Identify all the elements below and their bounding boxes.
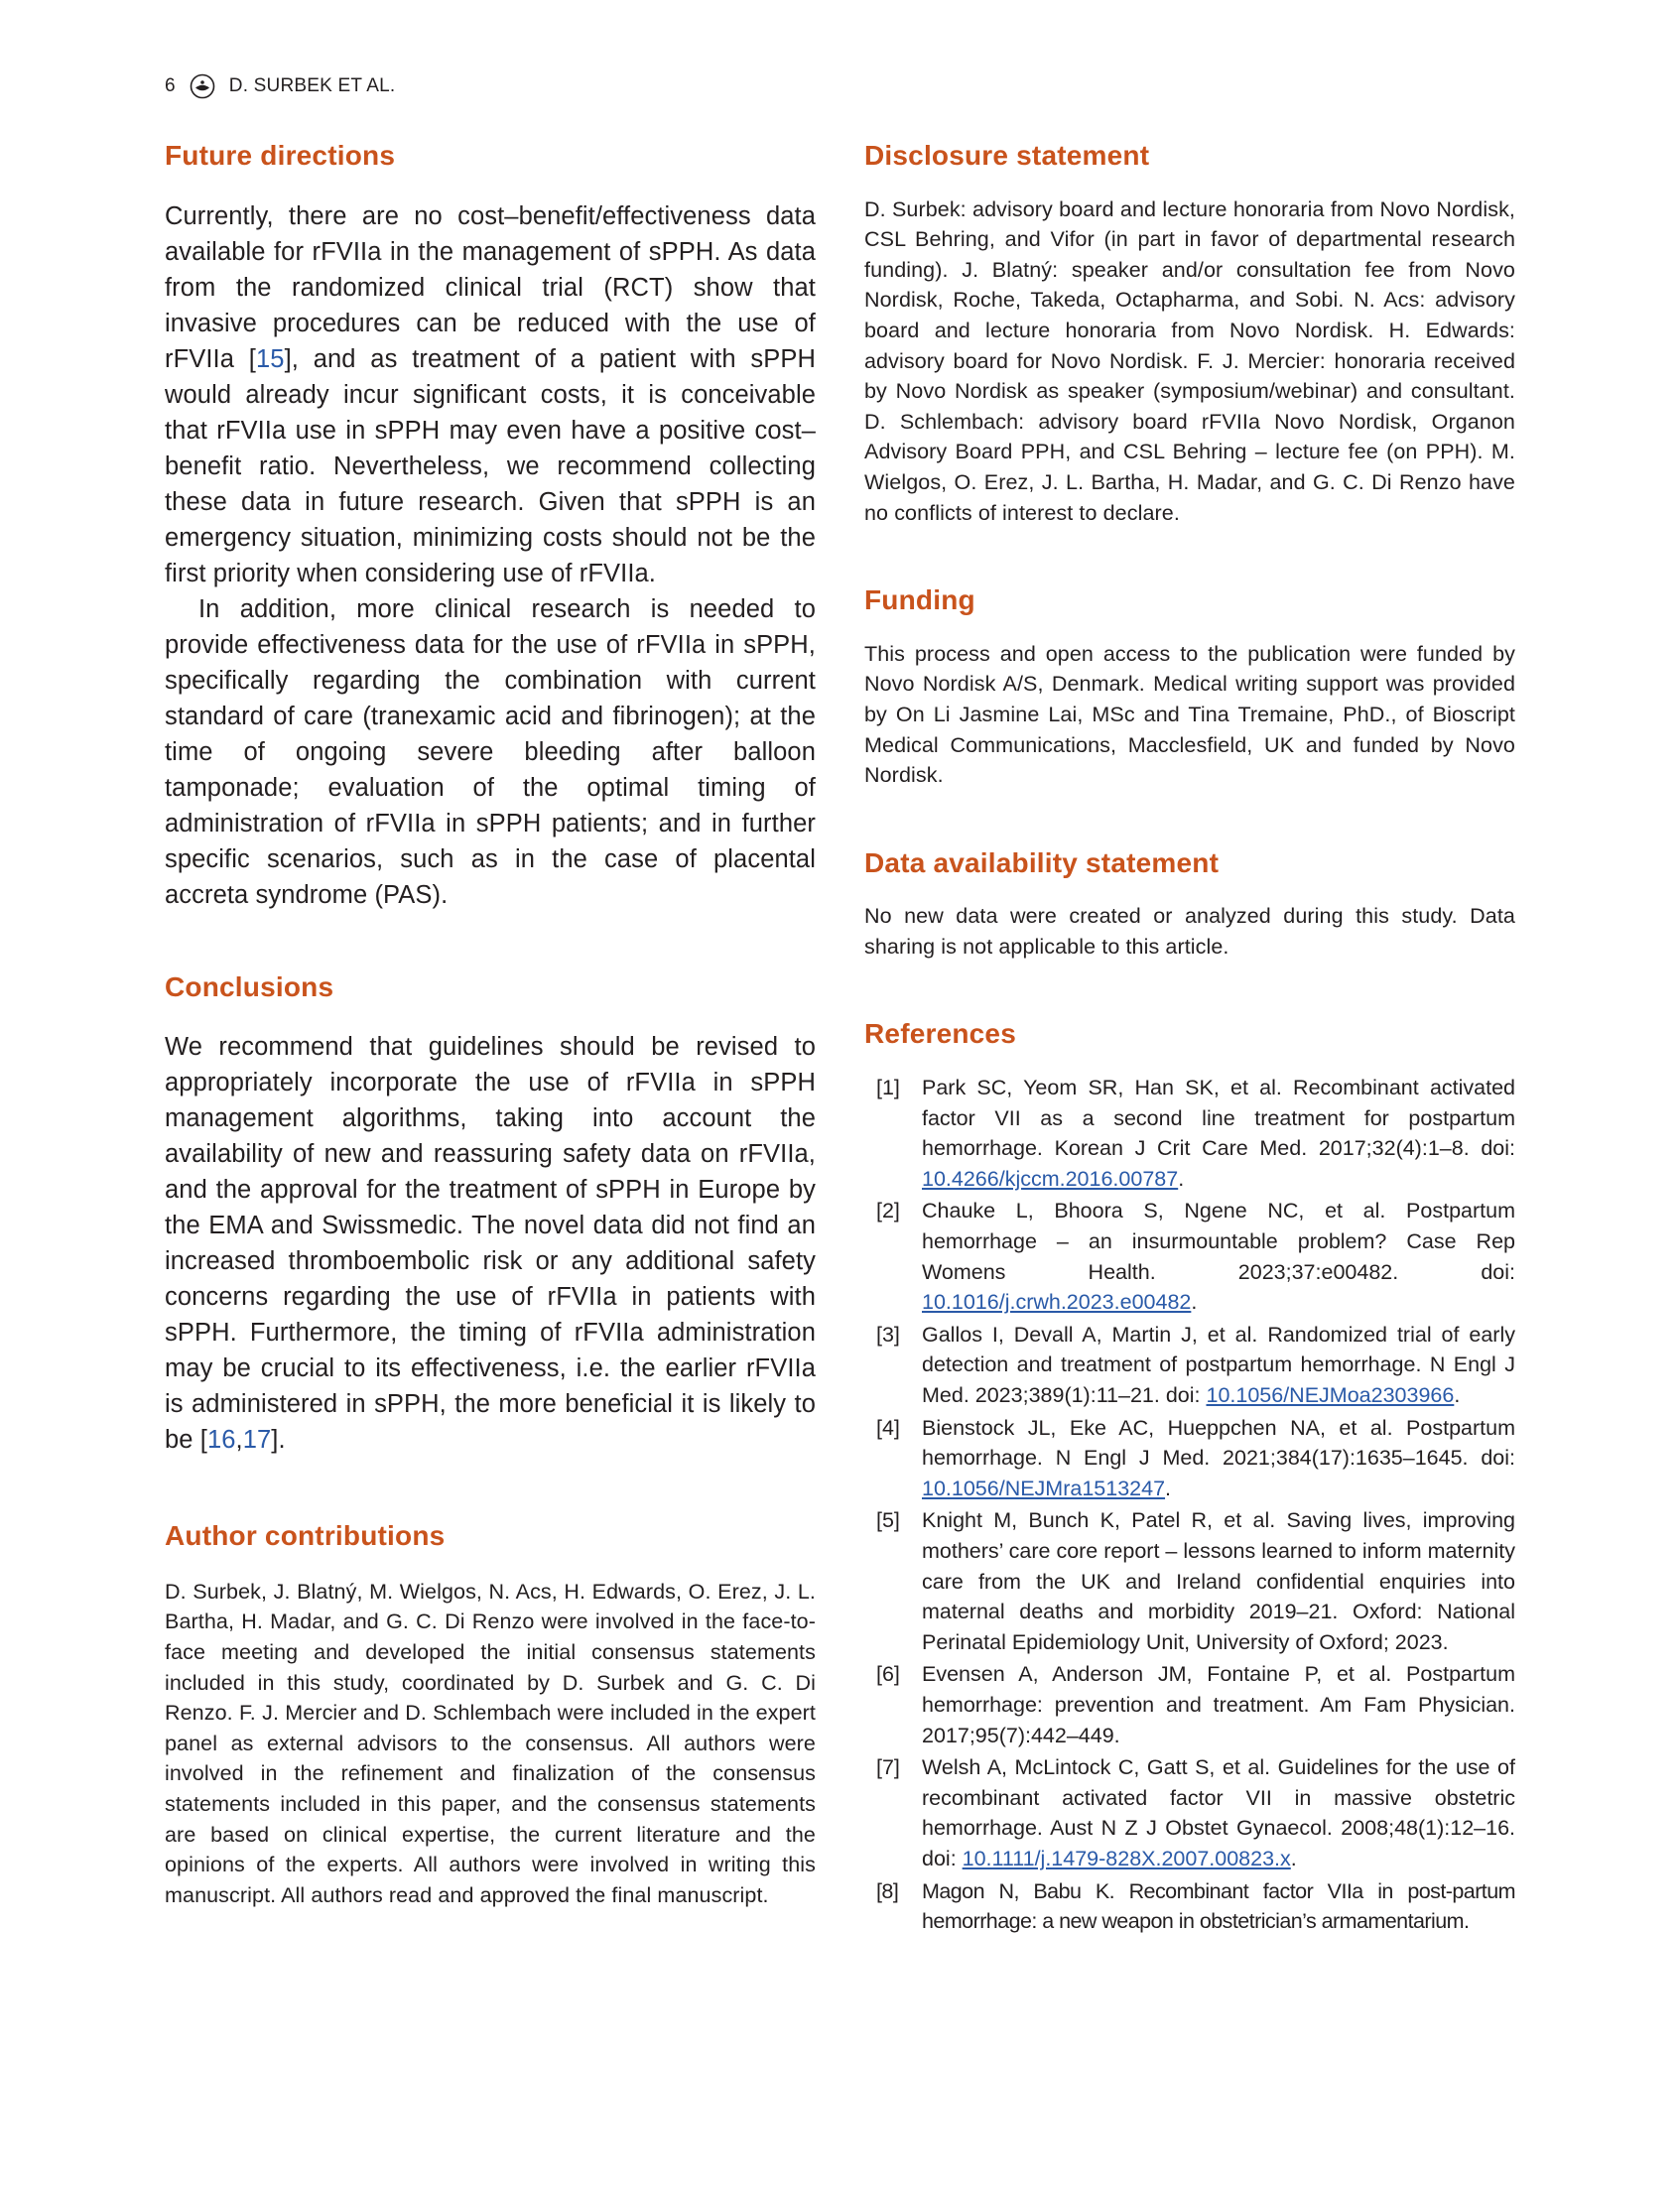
reference-number: [6] xyxy=(876,1662,900,1687)
reference-number: [8] xyxy=(876,1878,899,1903)
citation-link[interactable]: 17 xyxy=(242,1426,272,1455)
reference-item: [1] Park SC, Yeom SR, Han SK, et al. Recombinant activated factor VII as a second line treatment for postpartum hemorrhage. Korean J Crit Care Med. 2017;32(4):1–8. doi: 10.4266/kjccm.2016.00787. xyxy=(864,1073,1515,1194)
data-availability-heading: Data availability statement xyxy=(864,846,1220,878)
future-directions-heading: Future directions xyxy=(165,140,396,171)
funding-text: This process and open access to the publication were funded by Novo Nordisk A/S, Denmark. Medical writing support was provided by On Li Jasmine Lai, MSc and Tina Tremaine, PhD., of Bioscript Medical Communications, Macclesfield, UK and funded by Novo Nordisk. xyxy=(864,641,1515,788)
future-directions-paragraph-1: Currently, there are no cost–benefit/effectiveness data available for rFVIIa in the management of sPPH. As data from the randomized clinical trial (RCT) show that invasive procedures can be reduced with the use of rFVIIa [15], and as treatment of a patient with sPPH would already incur significant costs, it is conceivable that rFVIIa use in sPPH may even have a positive cost–benefit ratio. Nevertheless, we recommend collecting these data in future research. Given that sPPH is an emergency situation, minimizing costs should not be the first priority when considering use of rFVIIa. xyxy=(165,201,816,587)
author-contributions-text: D. Surbek, J. Blatný, M. Wielgos, N. Acs, H. Edwards, O. Erez, J. L. Bartha, H. Madar, and G. C. Di Renzo were involved in the face-to-face meeting and developed the initial consensus statements included in this study, coordinated by D. Surbek and G. C. Di Renzo. F. J. Mercier and D. Schlembach were included in the expert panel as external advisors to the consensus. All authors were involved in the refinement and finalization of the consensus statements included in this paper, and the consensus statements are based on clinical expertise, the current literature and the opinions of the experts. All authors were involved in writing this manuscript. All authors read and approved the final manuscript. xyxy=(165,1579,816,1907)
doi-link[interactable]: 10.1056/NEJMra1513247 xyxy=(922,1476,1166,1500)
data-availability-section xyxy=(864,846,1515,963)
doi-link[interactable]: 10.1056/NEJMoa2303966 xyxy=(1206,1383,1455,1407)
doi-link[interactable]: 10.1111/j.1479-828X.2007.00823.x xyxy=(962,1846,1291,1870)
author-contributions-section xyxy=(165,1519,816,1910)
funding-section xyxy=(864,583,1515,791)
references-section xyxy=(864,1017,1515,1936)
future-directions-paragraph-2: In addition, more clinical research is needed to provide effectiveness data for the use of rFVIIa in sPPH, specifically regarding the combination with current standard of care (tranexamic acid and fibrinogen); at the time of ongoing severe bleeding after balloon tamponade; evaluation of the optimal timing of administration of rFVIIa in sPPH patients; and in further specific scenarios, such as in the case of placental accreta syndrome (PAS). xyxy=(165,594,816,909)
citation-link[interactable]: 16 xyxy=(206,1426,236,1455)
reference-item: [4] Bienstock JL, Eke AC, Hueppchen NA, et al. Postpartum hemorrhage. N Engl J Med. 2021;384(17):1635–1645. doi: 10.1056/NEJMra1513247. xyxy=(864,1413,1515,1504)
citation-link[interactable]: 15 xyxy=(255,344,285,373)
conclusions-section xyxy=(165,970,816,1459)
journal-logo-icon xyxy=(190,73,215,99)
page-number: 6 xyxy=(165,75,176,96)
running-head xyxy=(165,71,395,101)
future-directions-section xyxy=(165,139,816,913)
reference-number: [5] xyxy=(876,1508,900,1533)
running-head-authors: D. SURBEK ET AL. xyxy=(228,75,396,96)
data-availability-text: No new data were created or analyzed during this study. Data sharing is not applicable to this article. xyxy=(864,904,1515,959)
doi-link[interactable]: 10.4266/kjccm.2016.00787 xyxy=(922,1166,1179,1191)
funding-heading: Funding xyxy=(864,584,975,616)
reference-list xyxy=(864,1073,1515,1937)
author-contributions-heading: Author contributions xyxy=(165,1520,446,1552)
disclosure-heading: Disclosure statement xyxy=(864,140,1150,171)
conclusions-paragraph: We recommend that guidelines should be revised to appropriately incorporate the use of rFVIIa in sPPH management algorithms, taking into account the availability of new and reassuring safety data on rFVIIa, and the approval for the treatment of sPPH in Europe by the EMA and Swissmedic. The novel data did not find an increased thromboembolic risk or any additional safety concerns regarding the use of rFVIIa in patients with sPPH. Furthermore, the timing of rFVIIa administration may be crucial to its effectiveness, i.e. the earlier rFVIIa is administered in sPPH, the more beneficial it is likely to be [16,17]. xyxy=(165,1033,816,1455)
reference-item: [6] Evensen A, Anderson JM, Fontaine P, et al. Postpartum hemorrhage: prevention and treatment. Am Fam Physician. 2017;95(7):442–449. xyxy=(864,1659,1515,1750)
left-column xyxy=(165,139,816,1910)
reference-item: [5] Knight M, Bunch K, Patel R, et al. Saving lives, improving mothers’ care core report – lessons learned to inform maternity care from the UK and Ireland confidential enquiries into maternal deaths and morbidity 2019–21. Oxford: National Perinatal Epidemiology Unit, University of Oxford; 2023. xyxy=(864,1505,1515,1657)
doi-link[interactable]: 10.1016/j.crwh.2023.e00482 xyxy=(922,1290,1192,1315)
reference-number: [7] xyxy=(876,1755,900,1780)
reference-item: [2] Chauke L, Bhoora S, Ngene NC, et al. Postpartum hemorrhage – an insurmountable problem? Case Rep Womens Health. 2023;37:e00482. doi: 10.1016/j.crwh.2023.e00482. xyxy=(864,1196,1515,1317)
conclusions-heading: Conclusions xyxy=(165,970,334,1002)
right-column xyxy=(864,139,1515,1939)
reference-item: [3] Gallos I, Devall A, Martin J, et al. Randomized trial of early detection and treatment of postpartum hemorrhage. N Engl J Med. 2023;389(1):11–21. doi: 10.1056/NEJMoa2303966. xyxy=(864,1320,1515,1411)
disclosure-text: D. Surbek: advisory board and lecture honoraria from Novo Nordisk, CSL Behring, and Vifor (in part in favor of departmental research funding). J. Blatný: speaker and/or consultation fee from Novo Nordisk, Roche, Takeda, Octapharma, and Sobi. N. Acs: advisory board and lecture honoraria from Novo Nordisk. H. Edwards: advisory board for Novo Nordisk. F. J. Mercier: honoraria received by Novo Nordisk as speaker (symposium/webinar) and consultant. D. Schlembach: advisory board rFVIIa Novo Nordisk, Organon Advisory Board PPH, and CSL Behring – lecture fee (on PPH). M. Wielgos, O. Erez, J. L. Bartha, H. Madar, and G. C. Di Renzo have no conflicts of interest to declare. xyxy=(864,196,1515,525)
reference-number: [4] xyxy=(876,1415,900,1440)
reference-number: [1] xyxy=(876,1076,900,1100)
disclosure-section xyxy=(864,139,1515,528)
reference-item: [7] Welsh A, McLintock C, Gatt S, et al. Guidelines for the use of recombinant activated factor VII in massive obstetric hemorrhage. Aust N Z J Obstet Gynaecol. 2008;48(1):12–16. doi: 10.1111/j.1479-828X.2007.00823.x. xyxy=(864,1752,1515,1873)
reference-number: [3] xyxy=(876,1322,900,1347)
reference-item: [8] Magon N, Babu K. Recombinant factor VIIa in post-partum hemorrhage: a new weapon in obstetrician’s armamentarium. xyxy=(864,1876,1515,1937)
reference-number: [2] xyxy=(876,1199,900,1223)
references-heading: References xyxy=(864,1018,1016,1050)
